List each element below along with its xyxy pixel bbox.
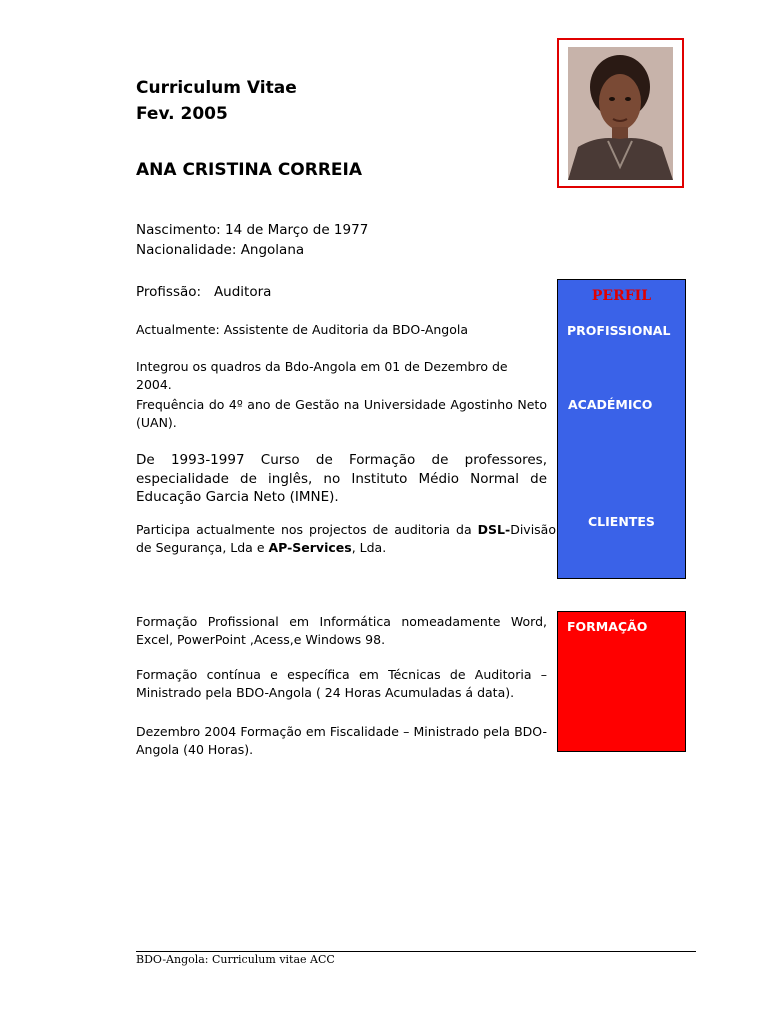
birth-info: Nascimento: 14 de Março de 1977 (136, 222, 369, 238)
course-info: De 1993-1997 Curso de Formação de professores, especialidade de inglês, no Instituto Médio Normal de Educação Garcia Neto (IMNE). (136, 452, 547, 505)
training-it: Formação Profissional em Informática nomeadamente Word, Excel, PowerPoint ,Acess,e Windows 98. (136, 614, 547, 647)
sidebar-label-clients: CLIENTES (588, 514, 655, 529)
document-date: Fev. 2005 (136, 104, 228, 124)
footer-divider (136, 951, 696, 952)
sidebar-label-academic: ACADÉMICO (568, 397, 653, 412)
clients-text-post: , Lda. (351, 540, 387, 555)
page-footer: BDO-Angola: Curriculum vitae ACC (136, 953, 335, 966)
sidebar-label-professional: PROFISSIONAL (567, 323, 671, 338)
client-dsl: DSL- (477, 522, 511, 537)
clients-text-pre: Participa actualmente nos projectos de auditoria da (136, 522, 478, 537)
photo-frame (557, 38, 684, 188)
portrait-illustration (568, 47, 673, 180)
document-title: Curriculum Vitae (136, 78, 297, 98)
training-tax: Dezembro 2004 Formação em Fiscalidade – Ministrado pela BDO-Angola (40 Horas). (136, 724, 547, 757)
profile-heading: PERFIL (591, 288, 652, 304)
profile-sidebar-box (557, 279, 686, 579)
client-ap-services: AP-Services (268, 540, 352, 555)
candidate-photo (568, 47, 673, 180)
sidebar-label-training: FORMAÇÃO (567, 619, 648, 634)
candidate-name: ANA CRISTINA CORREIA (136, 160, 363, 180)
nationality-info: Nacionalidade: Angolana (136, 242, 305, 258)
clients-info (136, 521, 556, 557)
university-info: Frequência do 4º ano de Gestão na Universidade Agostinho Neto (UAN). (136, 397, 547, 430)
clients-text-mid: Divisão de Segurança, Lda e (136, 522, 556, 555)
training-sidebar-box (557, 611, 686, 752)
profession-info: Profissão: Auditora (136, 284, 272, 300)
joined-date: Integrou os quadros da Bdo-Angola em 01 de Dezembro de 2004. (136, 359, 508, 392)
current-position: Actualmente: Assistente de Auditoria da BDO-Angola (136, 322, 469, 337)
training-audit: Formação contínua e específica em Técnicas de Auditoria – Ministrado pela BDO-Angola ( 24 Horas Acumuladas á data). (136, 667, 547, 700)
